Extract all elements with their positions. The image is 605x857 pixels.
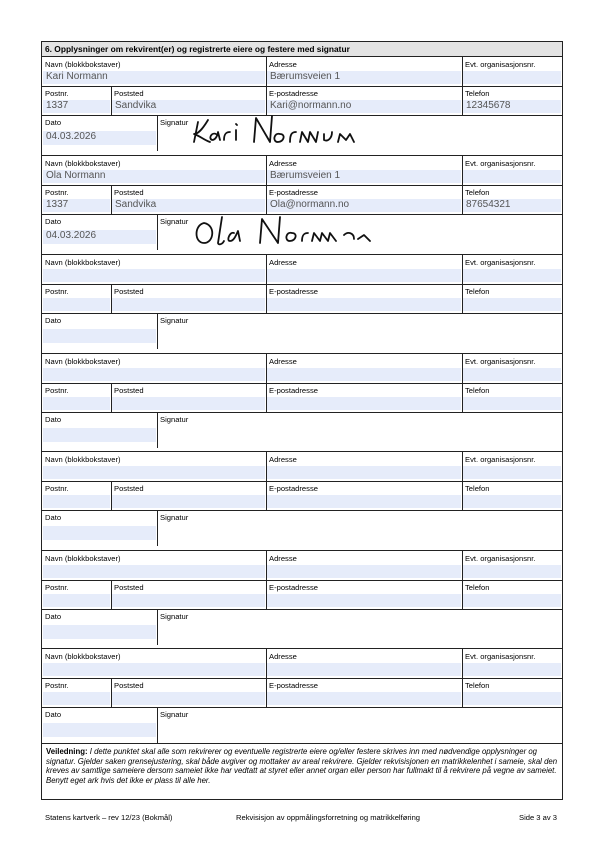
name-field[interactable] <box>43 368 265 381</box>
label-postnr: Postnr. <box>45 188 69 197</box>
label-org: Evt. organisasjonsnr. <box>465 455 536 464</box>
phone-field[interactable] <box>463 397 561 410</box>
org-number-field[interactable] <box>463 368 561 381</box>
label-epost: E-postadresse <box>269 583 318 592</box>
address-field[interactable] <box>267 466 461 479</box>
label-org: Evt. organisasjonsnr. <box>465 554 536 563</box>
email-field[interactable]: Kari@normann.no <box>267 100 461 113</box>
owner-entry <box>42 551 562 645</box>
poststed-field[interactable]: Sandvika <box>112 199 265 212</box>
label-epost: E-postadresse <box>269 386 318 395</box>
date-field[interactable]: 04.03.2026 <box>43 131 156 145</box>
phone-field[interactable] <box>463 495 561 508</box>
label-poststed: Poststed <box>114 188 144 197</box>
entry-separator <box>42 254 562 255</box>
label-dato: Dato <box>45 710 62 719</box>
label-telefon: Telefon <box>465 484 490 493</box>
signature-area[interactable] <box>158 215 562 249</box>
label-postnr: Postnr. <box>45 681 69 690</box>
label-dato: Dato <box>45 612 62 621</box>
row-divider <box>42 383 562 384</box>
owner-entry <box>42 452 562 546</box>
phone-field[interactable] <box>463 298 561 311</box>
poststed-field[interactable] <box>112 594 265 607</box>
label-navn: Navn (blokkbokstaver) <box>45 258 121 267</box>
label-telefon: Telefon <box>465 188 490 197</box>
date-field[interactable] <box>43 526 156 540</box>
guidance-box <box>42 743 562 801</box>
entry-separator <box>42 451 562 452</box>
signature-area[interactable] <box>158 708 562 742</box>
label-telefon: Telefon <box>465 89 490 98</box>
signature-area[interactable] <box>158 511 562 545</box>
name-field[interactable]: Kari Normann <box>43 71 265 84</box>
label-signatur: Signatur <box>160 710 189 719</box>
email-field[interactable] <box>267 692 461 705</box>
label-telefon: Telefon <box>465 583 490 592</box>
label-org: Evt. organisasjonsnr. <box>465 159 536 168</box>
owner-entry <box>42 57 562 151</box>
label-signatur: Signatur <box>160 415 189 424</box>
date-field[interactable] <box>43 428 156 442</box>
email-field[interactable] <box>267 397 461 410</box>
org-number-field[interactable] <box>463 269 561 282</box>
owner-entry <box>42 354 562 448</box>
signature-area[interactable] <box>158 314 562 348</box>
label-poststed: Poststed <box>114 386 144 395</box>
row-divider <box>42 678 562 679</box>
address-field[interactable] <box>267 368 461 381</box>
footer-center: Rekvisisjon av oppmålingsforretning og matrikkelføring <box>236 813 421 822</box>
poststed-field[interactable] <box>112 495 265 508</box>
label-epost: E-postadresse <box>269 484 318 493</box>
address-field[interactable]: Bærumsveien 1 <box>267 170 461 183</box>
label-org: Evt. organisasjonsnr. <box>465 357 536 366</box>
section-title: 6. Opplysninger om rekvirent(er) og registrerte eiere og festere med signatur <box>42 42 562 57</box>
org-number-field[interactable] <box>463 466 561 479</box>
label-signatur: Signatur <box>160 612 189 621</box>
label-postnr: Postnr. <box>45 484 69 493</box>
email-field[interactable] <box>267 298 461 311</box>
label-navn: Navn (blokkbokstaver) <box>45 357 121 366</box>
org-number-field[interactable] <box>463 170 561 183</box>
postnr-field[interactable] <box>43 495 110 508</box>
entry-separator <box>42 648 562 649</box>
postnr-field[interactable]: 1337 <box>43 100 110 113</box>
label-epost: E-postadresse <box>269 188 318 197</box>
entry-separator <box>42 155 562 156</box>
postnr-field[interactable] <box>43 594 110 607</box>
row-divider <box>42 284 562 285</box>
email-field[interactable]: Ola@normann.no <box>267 199 461 212</box>
poststed-field[interactable]: Sandvika <box>112 100 265 113</box>
label-navn: Navn (blokkbokstaver) <box>45 652 121 661</box>
address-field[interactable]: Bærumsveien 1 <box>267 71 461 84</box>
phone-field[interactable] <box>463 692 561 705</box>
name-field[interactable] <box>43 565 265 578</box>
label-adresse: Adresse <box>269 455 297 464</box>
label-signatur: Signatur <box>160 513 189 522</box>
label-postnr: Postnr. <box>45 89 69 98</box>
name-field[interactable] <box>43 269 265 282</box>
email-field[interactable] <box>267 594 461 607</box>
phone-field[interactable]: 87654321 <box>463 199 561 212</box>
label-epost: E-postadresse <box>269 89 318 98</box>
label-postnr: Postnr. <box>45 583 69 592</box>
label-dato: Dato <box>45 316 62 325</box>
label-adresse: Adresse <box>269 357 297 366</box>
label-adresse: Adresse <box>269 554 297 563</box>
footer-page: Side 3 av 3 <box>519 813 557 822</box>
guidance-heading: Veiledning: <box>46 747 88 756</box>
address-field[interactable] <box>267 269 461 282</box>
footer-left: Statens kartverk – rev 12/23 (Bokmål) <box>45 813 173 822</box>
label-telefon: Telefon <box>465 287 490 296</box>
owner-form <box>41 41 563 800</box>
address-field[interactable] <box>267 565 461 578</box>
row-divider <box>42 86 562 87</box>
label-dato: Dato <box>45 217 62 226</box>
label-signatur: Signatur <box>160 316 189 325</box>
postnr-field[interactable]: 1337 <box>43 199 110 212</box>
label-poststed: Poststed <box>114 287 144 296</box>
name-field[interactable] <box>43 663 265 676</box>
signature-drawing <box>158 211 562 251</box>
label-adresse: Adresse <box>269 258 297 267</box>
owner-entry <box>42 649 562 743</box>
label-navn: Navn (blokkbokstaver) <box>45 554 121 563</box>
signature-area[interactable] <box>158 413 562 447</box>
name-field[interactable] <box>43 466 265 479</box>
address-field[interactable] <box>267 663 461 676</box>
phone-field[interactable] <box>463 594 561 607</box>
label-dato: Dato <box>45 118 62 127</box>
signature-area[interactable] <box>158 610 562 644</box>
entry-separator <box>42 550 562 551</box>
label-navn: Navn (blokkbokstaver) <box>45 455 121 464</box>
guidance-text: I dette punktet skal alle som rekvirerer og eventuelle registrerte eiere og/eller festere skrives inn med nødvendige opplysninger og signatur. Gjelder saken grensejustering, skal både avgiver og mottaker av areal rekvirere. Gjelder rekvisisjonen en matrikkelenhet i sameie, skal den kreves av samtlige sameiere dersom sameiet ikke har vedtatt at styret eller annet organ eller person har fullmakt til å rekvirere på vegne av sameiet. Benytt eget ark hvis det ikke er plass til alle her. <box>46 747 558 785</box>
label-signatur: Signatur <box>160 118 189 127</box>
label-postnr: Postnr. <box>45 386 69 395</box>
label-poststed: Poststed <box>114 484 144 493</box>
date-field[interactable] <box>43 625 156 639</box>
label-navn: Navn (blokkbokstaver) <box>45 60 121 69</box>
label-poststed: Poststed <box>114 89 144 98</box>
label-telefon: Telefon <box>465 386 490 395</box>
date-field[interactable] <box>43 329 156 343</box>
email-field[interactable] <box>267 495 461 508</box>
poststed-field[interactable] <box>112 298 265 311</box>
label-signatur: Signatur <box>160 217 189 226</box>
label-org: Evt. organisasjonsnr. <box>465 60 536 69</box>
signature-stroke <box>197 217 371 244</box>
label-org: Evt. organisasjonsnr. <box>465 652 536 661</box>
signature-drawing <box>158 112 562 152</box>
name-field[interactable]: Ola Normann <box>43 170 265 183</box>
label-dato: Dato <box>45 513 62 522</box>
label-postnr: Postnr. <box>45 287 69 296</box>
poststed-field[interactable] <box>112 397 265 410</box>
label-telefon: Telefon <box>465 681 490 690</box>
entry-separator <box>42 353 562 354</box>
label-epost: E-postadresse <box>269 287 318 296</box>
label-poststed: Poststed <box>114 583 144 592</box>
date-field[interactable] <box>43 723 156 737</box>
label-dato: Dato <box>45 415 62 424</box>
label-adresse: Adresse <box>269 652 297 661</box>
signature-area[interactable] <box>158 116 562 150</box>
poststed-field[interactable] <box>112 692 265 705</box>
label-adresse: Adresse <box>269 159 297 168</box>
phone-field[interactable]: 12345678 <box>463 100 561 113</box>
postnr-field[interactable] <box>43 692 110 705</box>
owner-entry <box>42 156 562 250</box>
row-divider <box>42 481 562 482</box>
row-divider <box>42 185 562 186</box>
label-org: Evt. organisasjonsnr. <box>465 258 536 267</box>
label-adresse: Adresse <box>269 60 297 69</box>
owner-entry <box>42 255 562 349</box>
label-epost: E-postadresse <box>269 681 318 690</box>
org-number-field[interactable] <box>463 565 561 578</box>
postnr-field[interactable] <box>43 298 110 311</box>
label-navn: Navn (blokkbokstaver) <box>45 159 121 168</box>
label-poststed: Poststed <box>114 681 144 690</box>
row-divider <box>42 580 562 581</box>
postnr-field[interactable] <box>43 397 110 410</box>
date-field[interactable]: 04.03.2026 <box>43 230 156 244</box>
signature-stroke <box>194 116 354 142</box>
org-number-field[interactable] <box>463 71 561 84</box>
org-number-field[interactable] <box>463 663 561 676</box>
